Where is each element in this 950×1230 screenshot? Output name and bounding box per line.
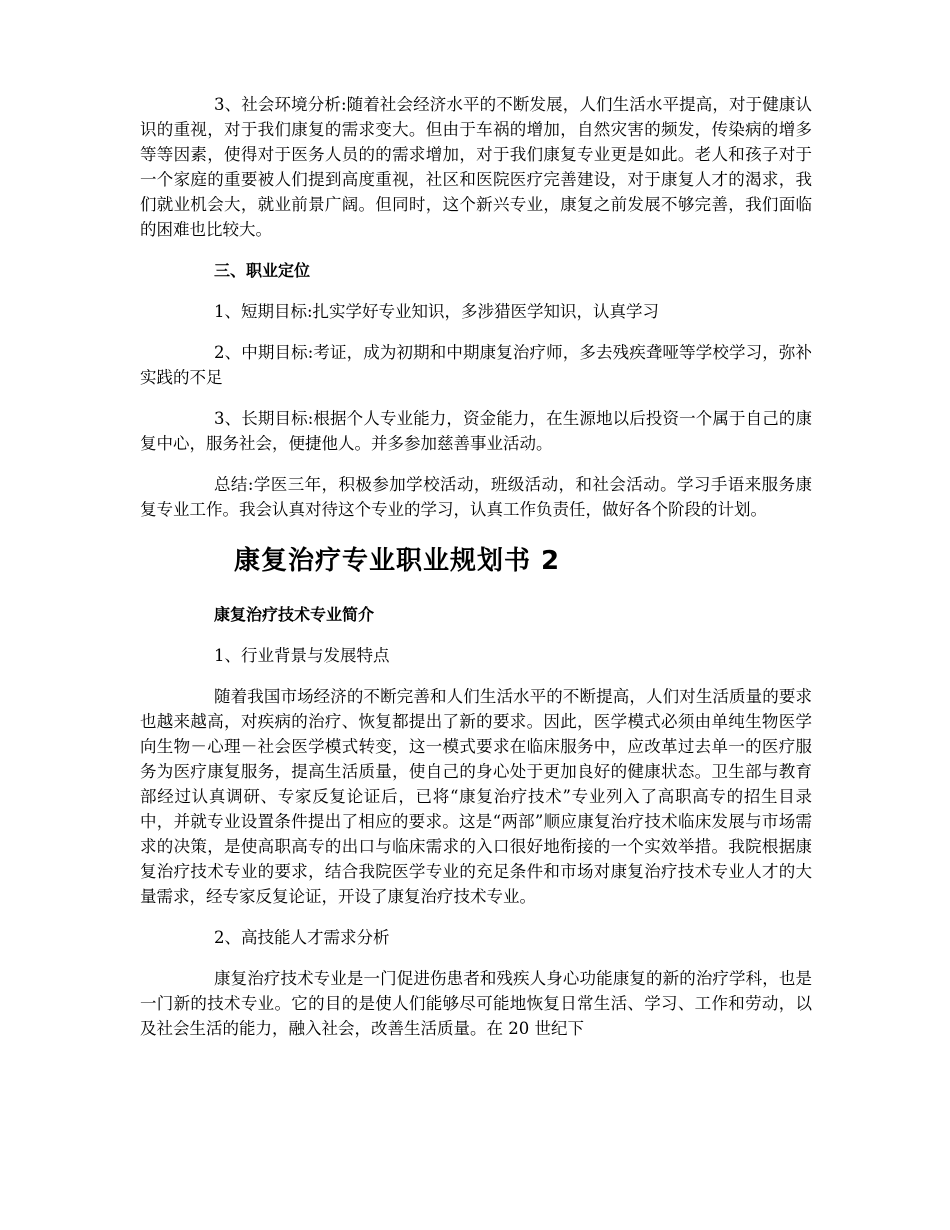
paragraph-mid-term-goal: 2、中期目标:考证，成为初期和中期康复治疗师，多去残疾聋哑等学校学习，弥补实践的不足: [140, 343, 812, 387]
subheading-industry-background: 1、行业背景与发展特点: [214, 646, 390, 665]
paragraph-industry-background: 随着我国市场经济的不断完善和人们生活水平的不断提高，人们对生活质量的要求也越来越高，对疾病的治疗、恢复都提出了新的要求。因此，医学模式必须由单纯生物医学向生物－心理－社会医学模式转变，这一模式要求在临床服务中，应改革过去单一的医疗服务为医疗康复服务，提高生活质量，使自己的身心处于更加良好的健康状态。卫生部与教育部经过认真调研、专家反复论证后，已将“康复治疗技术”专业列入了高职高专的招生目录中，并就专业设置条件提出了相应的要求。这是“两部”顺应康复治疗技术临床发展与市场需求的决策，是使高职高专的出口与临床需求的入口很好地衔接的一个实效举措。我院根据康复治疗技术专业的要求，结合我院医学专业的充足条件和市场对康复治疗技术专业人才的大量需求，经专家反复论证，开设了康复治疗技术专业。: [140, 687, 812, 906]
paragraph-long-term-goal: 3、长期目标:根据个人专业能力，资金能力，在生源地以后投资一个属于自己的康复中心，服务社会，便捷他人。并多参加慈善事业活动。: [140, 409, 812, 453]
heading-program-intro: 康复治疗技术专业简介: [214, 605, 375, 624]
subheading-talent-demand: 2、高技能人才需求分析: [214, 928, 390, 947]
heading-career-positioning: 三、职业定位: [214, 261, 311, 280]
document-body: [140, 92, 812, 1057]
document-title: 康复治疗专业职业规划书 2: [234, 546, 561, 576]
paragraph-talent-demand: 康复治疗技术专业是一门促进伤患者和残疾人身心功能康复的新的治疗学科，也是一门新的技术专业。它的目的是使人们能够尽可能地恢复日常生活、学习、工作和劳动，以及社会生活的能力，融入社会，改善生活质量。在 20 世纪下: [140, 969, 812, 1038]
paragraph-summary: 总结:学医三年，积极参加学校活动，班级活动，和社会活动。学习手语来服务康复专业工作。我会认真对待这个专业的学习，认真工作负责任，做好各个阶段的计划。: [140, 475, 812, 519]
paragraph-social-environment: 3、社会环境分析:随着社会经济水平的不断发展，人们生活水平提高，对于健康认识的重视，对于我们康复的需求变大。但由于车祸的增加，自然灾害的频发，传染病的增多等等因素，使得对于医务人员的的需求增加，对于我们康复专业更是如此。老人和孩子对于一个家庭的重要被人们提到高度重视，社区和医院医疗完善建设，对于康复人才的渴求，我们就业机会大，就业前景广阔。但同时，这个新兴专业，康复之前发展不够完善，我们面临的困难也比较大。: [140, 95, 812, 239]
paragraph-short-term-goal: 1、短期目标:扎实学好专业知识，多涉猎医学知识，认真学习: [214, 302, 660, 321]
